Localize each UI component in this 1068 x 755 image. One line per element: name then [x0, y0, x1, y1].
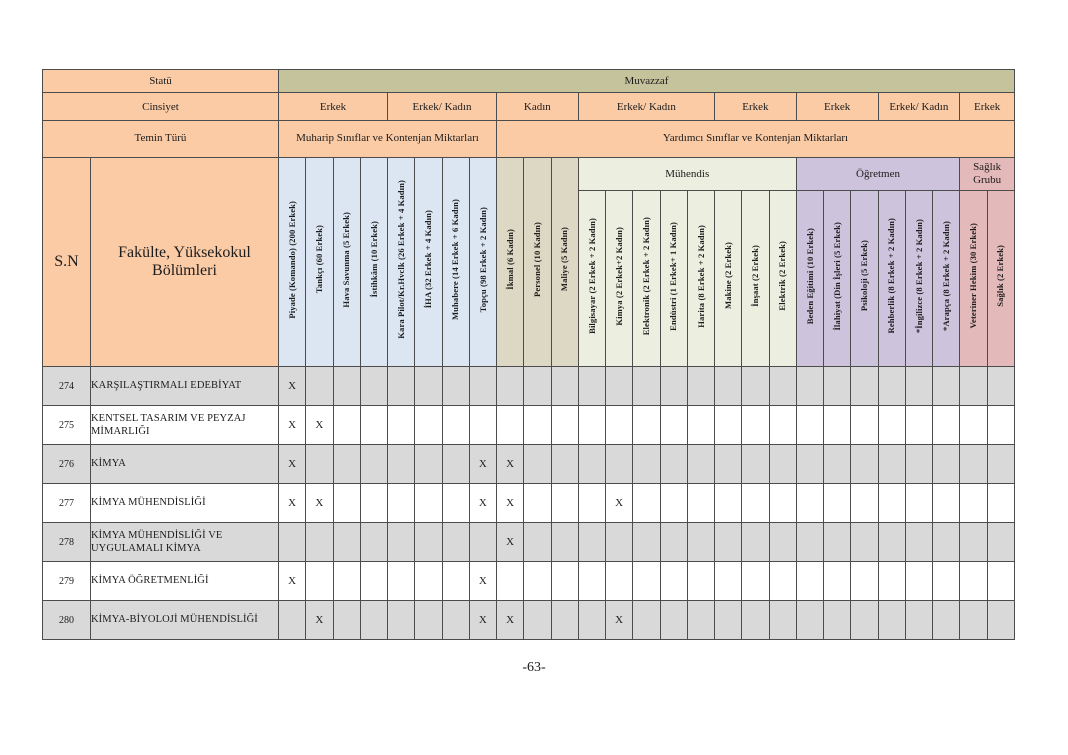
column-header-label: Kara Pilot/Kr.Hvclk (26 Erkek + 4 Kadın) [395, 180, 406, 339]
mark-cell [905, 562, 932, 601]
mark-cell [442, 406, 469, 445]
mark-cell [333, 601, 360, 640]
temin-group: Yardımcı Sınıflar ve Kontenjan Miktarları [497, 121, 1015, 158]
mark-cell [415, 562, 442, 601]
mark-cell [415, 484, 442, 523]
group-header-saglik: Sağlık Grubu [960, 158, 1015, 191]
mark-cell [551, 445, 578, 484]
mark-cell [742, 601, 769, 640]
mark-cell: X [279, 367, 306, 406]
mark-cell: X [606, 484, 633, 523]
column-header-label: Kimya (2 Erkek+2 Kadın) [613, 226, 624, 326]
page-number: -63- [522, 660, 546, 675]
mark-cell [606, 562, 633, 601]
mark-cell [442, 445, 469, 484]
row-sn: 278 [43, 523, 91, 562]
mark-cell [442, 562, 469, 601]
mark-cell [824, 445, 851, 484]
mark-cell: X [279, 406, 306, 445]
mark-cell [388, 562, 415, 601]
mark-cell [333, 562, 360, 601]
mark-cell: X [497, 523, 524, 562]
mark-cell [878, 523, 905, 562]
column-header-kadin [524, 158, 551, 367]
mark-cell [606, 445, 633, 484]
column-header-label: Makine (2 Erkek) [722, 242, 733, 310]
mark-cell [851, 484, 878, 523]
mark-cell [306, 367, 333, 406]
mark-cell: X [306, 484, 333, 523]
row-name: KİMYA ÖĞRETMENLİĞİ [91, 562, 279, 601]
column-header-label: Hava Savunma (5 Erkek) [341, 211, 352, 308]
mark-cell [360, 484, 387, 523]
column-header-label: Harita (8 Erkek + 2 Kadın) [695, 224, 706, 328]
column-header-ogretmen [851, 191, 878, 367]
table-row [43, 484, 1015, 523]
mark-cell [878, 445, 905, 484]
mark-cell: X [606, 601, 633, 640]
mark-cell [769, 484, 796, 523]
mark-cell [415, 445, 442, 484]
statu-row [43, 70, 1015, 93]
column-header-label: Beden Eğitimi (10 Erkek) [804, 227, 815, 325]
mark-cell [796, 601, 823, 640]
column-header-muharip [279, 158, 306, 367]
mark-cell [415, 601, 442, 640]
mark-cell [851, 601, 878, 640]
mark-cell [660, 445, 687, 484]
mark-cell [524, 484, 551, 523]
mark-cell [796, 367, 823, 406]
mark-cell [687, 601, 714, 640]
mark-cell [633, 445, 660, 484]
column-header-muharip [442, 158, 469, 367]
mark-cell [388, 523, 415, 562]
mark-cell [360, 367, 387, 406]
mark-cell: X [279, 445, 306, 484]
mark-cell [796, 523, 823, 562]
mark-cell [796, 445, 823, 484]
table-row [43, 562, 1015, 601]
mark-cell [905, 601, 932, 640]
mark-cell [360, 406, 387, 445]
mark-cell [333, 406, 360, 445]
column-header-label: Muhabere (14 Erkek + 6 Kadın) [450, 198, 461, 321]
row-sn: 276 [43, 445, 91, 484]
mark-cell [933, 484, 960, 523]
mark-cell [987, 562, 1015, 601]
mark-cell [933, 406, 960, 445]
mark-cell: X [469, 601, 496, 640]
mark-cell [660, 406, 687, 445]
column-header-label: İlahiyat (Din İşleri (5 Erkek) [831, 221, 842, 331]
row-sn: 277 [43, 484, 91, 523]
column-header-label: Bilgisayar (2 Erkek + 2 Kadın) [586, 218, 597, 334]
mark-cell [960, 523, 987, 562]
mark-cell [769, 406, 796, 445]
column-header-saglik [960, 191, 987, 367]
mark-cell [578, 562, 605, 601]
row-name: KARŞILAŞTIRMALI EDEBİYAT [91, 367, 279, 406]
mark-cell [905, 523, 932, 562]
mark-cell: X [279, 562, 306, 601]
mark-cell [851, 406, 878, 445]
mark-cell: X [497, 484, 524, 523]
mark-cell [524, 523, 551, 562]
mark-cell [687, 367, 714, 406]
mark-cell [824, 523, 851, 562]
mark-cell [660, 601, 687, 640]
mark-cell [987, 601, 1015, 640]
column-header-muharip [306, 158, 333, 367]
cinsiyet-value: Erkek/ Kadın [388, 93, 497, 121]
column-header-muhendis [660, 191, 687, 367]
mark-cell [415, 406, 442, 445]
column-header-muhendis [606, 191, 633, 367]
mark-cell [388, 367, 415, 406]
column-header-label: İkmal (6 Kadın) [504, 229, 515, 290]
mark-cell [442, 601, 469, 640]
mark-cell [796, 406, 823, 445]
mark-cell [687, 484, 714, 523]
mark-cell [715, 562, 742, 601]
mark-cell [551, 562, 578, 601]
mark-cell: X [497, 445, 524, 484]
column-header-ogretmen [878, 191, 905, 367]
cinsiyet-value: Kadın [497, 93, 579, 121]
mark-cell [524, 445, 551, 484]
mark-cell [469, 367, 496, 406]
mark-cell [578, 484, 605, 523]
mark-cell [469, 406, 496, 445]
column-header-muharip [333, 158, 360, 367]
mark-cell [769, 445, 796, 484]
mark-cell [551, 523, 578, 562]
row-name: KENTSEL TASARIM VE PEYZAJ MİMARLIĞI [91, 406, 279, 445]
mark-cell [388, 601, 415, 640]
mark-cell [824, 601, 851, 640]
column-header-label: *Arapça (8 Erkek + 2 Kadın) [940, 220, 951, 331]
mark-cell [769, 367, 796, 406]
column-header-muharip [388, 158, 415, 367]
column-header-ogretmen [905, 191, 932, 367]
column-header-label: Elektronik (2 Erkek + 2 Kadın) [641, 216, 652, 336]
mark-cell [933, 445, 960, 484]
mark-cell [878, 367, 905, 406]
statu-label: Statü [43, 70, 279, 93]
mark-cell [878, 601, 905, 640]
table-row [43, 367, 1015, 406]
mark-cell [715, 406, 742, 445]
column-header-label: *İngilizce (8 Erkek + 2 Kadın) [913, 218, 924, 334]
mark-cell [987, 367, 1015, 406]
mark-cell [960, 406, 987, 445]
mark-cell [333, 445, 360, 484]
mark-cell [933, 601, 960, 640]
mark-cell [742, 562, 769, 601]
mark-cell [905, 367, 932, 406]
mark-cell [715, 367, 742, 406]
mark-cell [442, 484, 469, 523]
column-header-label: Sağlık (2 Erkek) [995, 245, 1006, 307]
mark-cell [388, 406, 415, 445]
mark-cell [660, 562, 687, 601]
mark-cell [742, 406, 769, 445]
cinsiyet-value: Erkek/ Kadın [878, 93, 960, 121]
statu-value: Muvazzaf [279, 70, 1015, 93]
mark-cell [633, 523, 660, 562]
mark-cell [687, 562, 714, 601]
column-header-muhendis [687, 191, 714, 367]
mark-cell [279, 523, 306, 562]
mark-cell [497, 367, 524, 406]
mark-cell [660, 367, 687, 406]
mark-cell [878, 484, 905, 523]
mark-cell [715, 523, 742, 562]
temin-label: Temin Türü [43, 121, 279, 158]
column-header-label: Piyade (Komando) (200 Erkek) [286, 200, 297, 319]
mark-cell [306, 523, 333, 562]
column-header-label: Topçu (98 Erkek + 2 Kadın) [477, 206, 488, 313]
mark-cell: X [497, 601, 524, 640]
mark-cell [769, 523, 796, 562]
column-header-label: Endüstri (1 Erkek+ 1 Kadın) [668, 221, 679, 331]
mark-cell [551, 484, 578, 523]
mark-cell [960, 367, 987, 406]
mark-cell [524, 367, 551, 406]
mark-cell [851, 367, 878, 406]
temin-group: Muharip Sınıflar ve Kontenjan Miktarları [279, 121, 497, 158]
column-header-label: Psikoloji (5 Erkek) [859, 240, 870, 312]
row-name: KİMYA [91, 445, 279, 484]
mark-cell [333, 484, 360, 523]
mark-cell [578, 601, 605, 640]
mark-cell: X [279, 484, 306, 523]
mark-cell [279, 601, 306, 640]
row-name: KİMYA MÜHENDİSLİĞİ [91, 484, 279, 523]
mark-cell [442, 523, 469, 562]
column-header-ogretmen [933, 191, 960, 367]
group-header-ogretmen: Öğretmen [796, 158, 960, 191]
column-header-ogretmen [796, 191, 823, 367]
mark-cell: X [469, 445, 496, 484]
mark-cell [742, 445, 769, 484]
mark-cell [497, 562, 524, 601]
mark-cell [987, 445, 1015, 484]
column-header-muharip [469, 158, 496, 367]
cinsiyet-value: Erkek [796, 93, 878, 121]
mark-cell [687, 523, 714, 562]
mark-cell [769, 562, 796, 601]
row-name: KİMYA MÜHENDİSLİĞİ VE UYGULAMALI KİMYA [91, 523, 279, 562]
mark-cell [633, 484, 660, 523]
mark-cell [360, 601, 387, 640]
mark-cell [551, 601, 578, 640]
mark-cell [388, 445, 415, 484]
column-header-muharip [415, 158, 442, 367]
cinsiyet-value: Erkek/ Kadın [578, 93, 714, 121]
mark-cell [578, 445, 605, 484]
row-name: KİMYA-BİYOLOJİ MÜHENDİSLİĞİ [91, 601, 279, 640]
mark-cell [551, 406, 578, 445]
cinsiyet-value: Erkek [715, 93, 797, 121]
mark-cell [306, 562, 333, 601]
mark-cell [578, 523, 605, 562]
mark-cell [442, 367, 469, 406]
mark-cell [824, 406, 851, 445]
cinsiyet-label: Cinsiyet [43, 93, 279, 121]
group-header-muhendis: Mühendis [578, 158, 796, 191]
column-header-label: İHA (32 Erkek + 4 Kadın) [423, 210, 434, 309]
column-header-label: İnşaat (2 Erkek) [750, 245, 761, 307]
column-header-label: Tankçı (60 Erkek) [314, 225, 325, 294]
mark-cell [360, 445, 387, 484]
mark-cell [824, 367, 851, 406]
mark-cell [851, 562, 878, 601]
column-header-ogretmen [824, 191, 851, 367]
mark-cell [769, 601, 796, 640]
mark-cell [905, 445, 932, 484]
mark-cell [851, 445, 878, 484]
mark-cell [606, 523, 633, 562]
mark-cell [633, 562, 660, 601]
mark-cell [796, 484, 823, 523]
column-header-label: Personel (10 Kadın) [532, 222, 543, 297]
mark-cell [960, 562, 987, 601]
mark-cell: X [469, 562, 496, 601]
column-header-label: Elektrik (2 Erkek) [777, 241, 788, 311]
kontenjan-table [42, 69, 1015, 640]
cinsiyet-value: Erkek [279, 93, 388, 121]
mark-cell [578, 406, 605, 445]
mark-cell [796, 562, 823, 601]
mark-cell: X [469, 484, 496, 523]
column-header-muhendis [742, 191, 769, 367]
mark-cell: X [306, 601, 333, 640]
mark-cell [715, 445, 742, 484]
table-row [43, 523, 1015, 562]
mark-cell [960, 601, 987, 640]
mark-cell [551, 367, 578, 406]
row-sn: 274 [43, 367, 91, 406]
mark-cell [524, 406, 551, 445]
mark-cell [987, 484, 1015, 523]
sn-header: S.N [43, 158, 91, 367]
mark-cell [606, 406, 633, 445]
mark-cell [633, 406, 660, 445]
table-row [43, 445, 1015, 484]
column-header-label: İstihkâm (10 Erkek) [368, 221, 379, 298]
mark-cell [469, 523, 496, 562]
mark-cell [333, 367, 360, 406]
column-header-muhendis [578, 191, 605, 367]
mark-cell [987, 523, 1015, 562]
column-header-muhendis [769, 191, 796, 367]
mark-cell [715, 601, 742, 640]
temin-row [43, 121, 1015, 158]
column-header-muharip [360, 158, 387, 367]
mark-cell [742, 484, 769, 523]
mark-cell [687, 406, 714, 445]
column-header-muhendis [633, 191, 660, 367]
column-header-label: Maliye (5 Kadın) [559, 227, 570, 292]
mark-cell [388, 484, 415, 523]
mark-cell [306, 445, 333, 484]
mark-cell [415, 523, 442, 562]
column-header-saglik [987, 191, 1015, 367]
mark-cell: X [306, 406, 333, 445]
mark-cell [333, 523, 360, 562]
mark-cell [824, 562, 851, 601]
mark-cell [715, 484, 742, 523]
column-header-kadin [551, 158, 578, 367]
cinsiyet-row [43, 93, 1015, 121]
mark-cell [960, 445, 987, 484]
mark-cell [987, 406, 1015, 445]
mark-cell [660, 523, 687, 562]
mark-cell [660, 484, 687, 523]
mark-cell [905, 484, 932, 523]
table-row [43, 406, 1015, 445]
mark-cell [524, 601, 551, 640]
mark-cell [524, 562, 551, 601]
mark-cell [933, 562, 960, 601]
mark-cell [497, 406, 524, 445]
table-row [43, 601, 1015, 640]
mark-cell [742, 523, 769, 562]
mark-cell [633, 367, 660, 406]
column-header-muhendis [715, 191, 742, 367]
row-sn: 275 [43, 406, 91, 445]
row-sn: 279 [43, 562, 91, 601]
mark-cell [606, 367, 633, 406]
mark-cell [360, 523, 387, 562]
column-header-label: Veteriner Hekim (30 Erkek) [968, 223, 979, 329]
column-header-kadin [497, 158, 524, 367]
mark-cell [687, 445, 714, 484]
mark-cell [933, 367, 960, 406]
mark-cell [851, 523, 878, 562]
mark-cell [905, 406, 932, 445]
group-header-row [43, 158, 1015, 191]
mark-cell [742, 367, 769, 406]
mark-cell [824, 484, 851, 523]
column-header-label: Rehberlik (8 Erkek + 2 Kadın) [886, 218, 897, 334]
cinsiyet-value: Erkek [960, 93, 1015, 121]
mark-cell [960, 484, 987, 523]
mark-cell [578, 367, 605, 406]
row-sn: 280 [43, 601, 91, 640]
mark-cell [878, 406, 905, 445]
mark-cell [933, 523, 960, 562]
fakulte-header: Fakülte, Yüksekokul Bölümleri [91, 158, 279, 367]
mark-cell [360, 562, 387, 601]
mark-cell [633, 601, 660, 640]
mark-cell [415, 367, 442, 406]
mark-cell [878, 562, 905, 601]
